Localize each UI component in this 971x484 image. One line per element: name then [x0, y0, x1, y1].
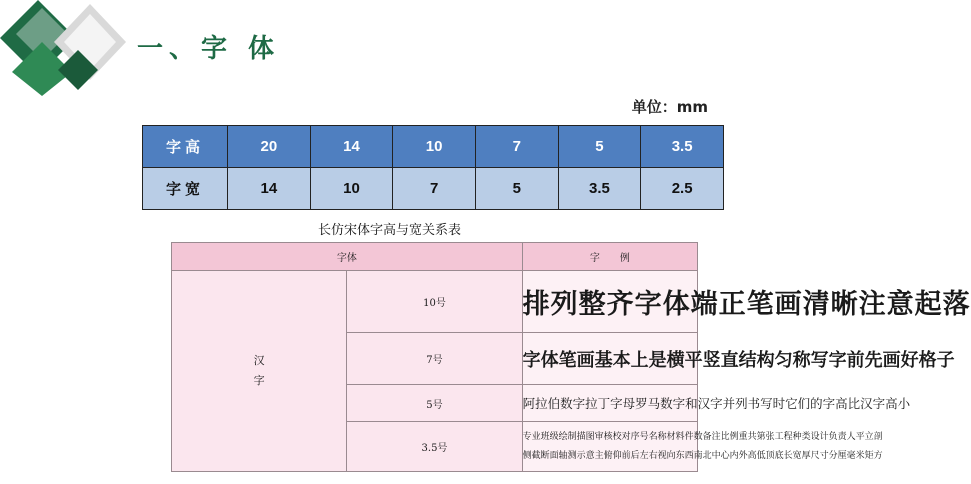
height-cell: 10 [393, 126, 476, 168]
col-header-font: 字体 [172, 243, 523, 271]
diamond-logo-icon [0, 0, 135, 96]
sample-line-1: 专业班级绘制描图审核校对序号名称材料件数备注比例重共第张工程种类设计负责人平立剖 [522, 431, 883, 442]
example-row [172, 271, 698, 333]
col-header-example: 字 例 [522, 243, 697, 271]
font-example-table [171, 242, 971, 472]
category-label [172, 271, 347, 472]
width-cell: 14 [228, 168, 311, 210]
char-dimension-table [142, 125, 724, 210]
size-label: 3.5号 [347, 422, 522, 472]
size-label: 5号 [347, 385, 522, 422]
height-cell: 14 [310, 126, 393, 168]
section-heading: 一、字 体 [137, 34, 281, 64]
sample-text-3-5 [522, 422, 883, 472]
size-label: 10号 [347, 271, 522, 333]
width-cell: 3.5 [558, 168, 641, 210]
height-cell: 7 [475, 126, 558, 168]
height-cell: 5 [558, 126, 641, 168]
height-cell: 20 [228, 126, 311, 168]
width-row [143, 168, 724, 210]
width-cell: 7 [393, 168, 476, 210]
sample-line-2: 侧截断面轴测示意主俯仰前后左右视向东西南北中心内外高低顶底长宽厚尺寸分厘毫米矩方 [522, 450, 883, 461]
sample-text-10: 排列整齐字体端正笔画清晰注意起落 [522, 271, 697, 333]
row-label-width: 字宽 [143, 168, 228, 210]
height-cell: 3.5 [641, 126, 724, 168]
height-row [143, 126, 724, 168]
sample-text-7: 字体笔画基本上是横平竖直结构匀称写字前先画好格子 [522, 333, 697, 385]
unit-label: 单位：mm [631, 98, 708, 116]
width-cell: 2.5 [641, 168, 724, 210]
size-label: 7号 [347, 333, 522, 385]
example-header-row [172, 243, 698, 271]
sample-text-5: 阿拉伯数字拉丁字母罗马数字和汉字并列书写时它们的字高比汉字高小 [522, 385, 697, 422]
category-text: 汉字 [253, 354, 265, 387]
row-label-height: 字高 [143, 126, 228, 168]
width-cell: 10 [310, 168, 393, 210]
table-caption: 长仿宋体字高与宽关系表 [318, 223, 462, 238]
width-cell: 5 [475, 168, 558, 210]
